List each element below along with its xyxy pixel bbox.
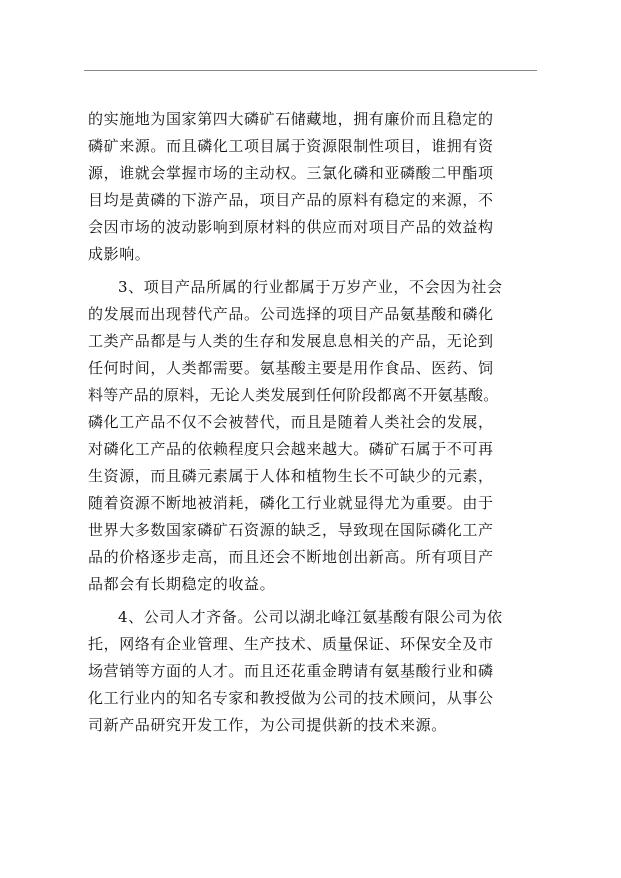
text-line: 品都会有长期稳定的收益。 — [88, 575, 276, 593]
text-line: 料等产品的原料，无论人类发展到任何阶段都离不开氨基酸。 — [88, 386, 499, 404]
text-line: 磷矿来源。而且磷化工项目属于资源限制性项目，谁拥有资 — [88, 137, 494, 155]
paragraph-1 — [88, 106, 536, 268]
document-body — [88, 106, 536, 739]
text-line: 司新产品研究开发工作，为公司提供新的技术来源。 — [88, 716, 447, 734]
text-line: 3、项目产品所属的行业都属于万岁产业，不会因为社会 — [118, 278, 503, 296]
paragraph-2 — [88, 274, 536, 598]
text-line: 4、公司人才齐备。公司以湖北峰江氨基酸有限公司为依 — [118, 608, 503, 626]
text-line: 磷化工产品不仅不会被替代，而且是随着人类社会的发展， — [88, 413, 494, 431]
text-line: 对磷化工产品的依赖程度只会越来越大。磷矿石属于不可再 — [88, 440, 494, 458]
text-line: 随着资源不断地被消耗，磷化工行业就显得尤为重要。由于 — [88, 494, 494, 512]
text-line: 成影响。 — [88, 245, 151, 263]
paragraph-3 — [88, 604, 536, 739]
text-line: 的发展而出现替代产品。公司选择的项目产品氨基酸和磷化 — [88, 305, 494, 323]
text-line: 生资源，而且磷元素属于人体和植物生长不可缺少的元素， — [88, 467, 494, 485]
text-line: 的实施地为国家第四大磷矿石储藏地，拥有廉价而且稳定的 — [88, 110, 494, 128]
header-rule — [84, 70, 537, 71]
text-line: 托，网络有企业管理、生产技术、质量保证、环保安全及市 — [88, 635, 494, 653]
text-line: 目均是黄磷的下游产品，项目产品的原料有稳定的来源，不 — [88, 191, 494, 209]
text-line: 源，谁就会掌握市场的主动权。三氯化磷和亚磷酸二甲酯项 — [88, 164, 494, 182]
text-line: 任何时间，人类都需要。氨基酸主要是用作食品、医药、饲 — [88, 359, 494, 377]
text-line: 工类产品都是与人类的生存和发展息息相关的产品，无论到 — [88, 332, 494, 350]
text-line: 世界大多数国家磷矿石资源的缺乏，导致现在国际磷化工产 — [88, 521, 494, 539]
text-line: 场营销等方面的人才。而且还花重金聘请有氨基酸行业和磷 — [88, 662, 494, 680]
text-line: 会因市场的波动影响到原材料的供应而对项目产品的效益构 — [88, 218, 494, 236]
text-line: 品的价格逐步走高，而且还会不断地创出新高。所有项目产 — [88, 548, 494, 566]
text-line: 化工行业内的知名专家和教授做为公司的技术顾问，从事公 — [88, 689, 494, 707]
